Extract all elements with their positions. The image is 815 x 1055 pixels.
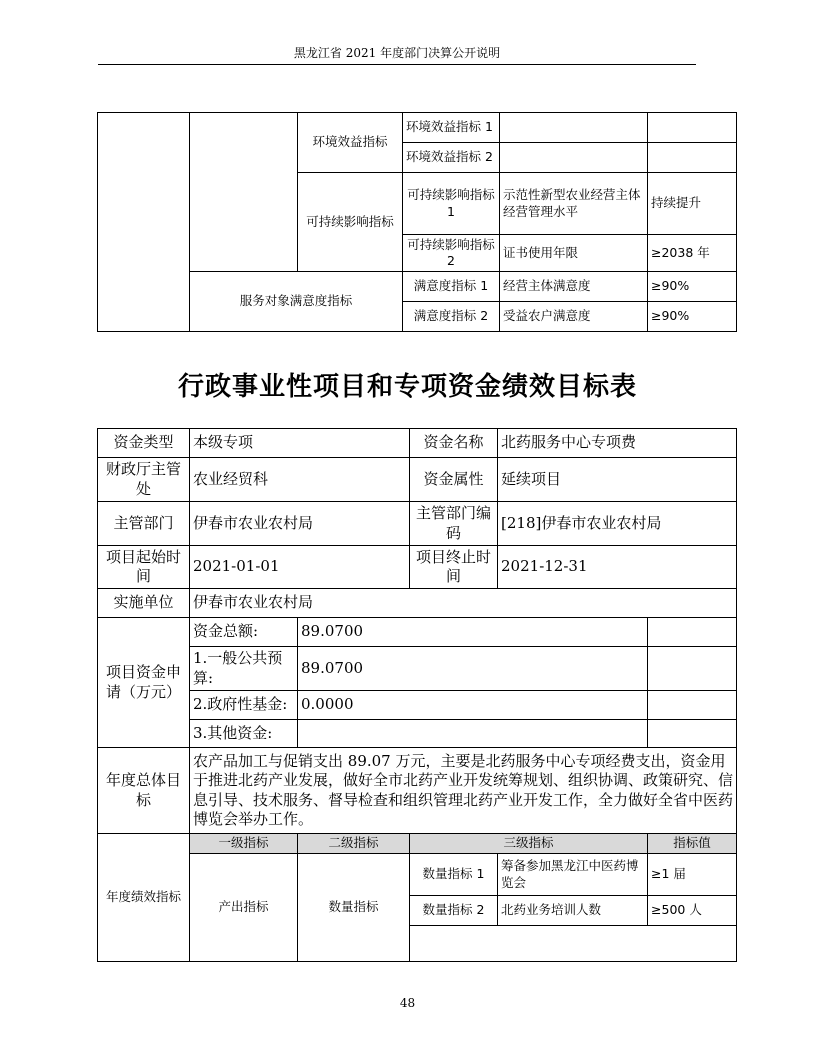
finance-dept-label: 财政厅主管处 [98, 458, 190, 502]
sat-indicator-2-name: 受益农户满意度 [500, 302, 648, 332]
blank-cell [648, 720, 737, 748]
gov-label: 2.政府性基金: [190, 691, 298, 720]
col-header-l1: 一级指标 [190, 834, 298, 854]
goal-label: 年度总体目标 [98, 748, 190, 834]
col-header-l2: 二级指标 [298, 834, 410, 854]
total-label: 资金总额: [190, 618, 298, 647]
dept-code-label: 主管部门编码 [410, 502, 498, 546]
other-label: 3.其他资金: [190, 720, 298, 748]
unit-label: 实施单位 [98, 589, 190, 618]
sus-indicator-2-value: ≥2038 年 [648, 235, 737, 272]
env-tier2: 环境效益指标 [298, 113, 403, 173]
blank-cell [190, 113, 298, 272]
col-header-l3: 三级指标 [410, 834, 648, 854]
sus-indicator-1-value: 持续提升 [648, 173, 737, 235]
performance-target-table [97, 428, 737, 962]
total-value: 89.0700 [298, 618, 648, 647]
general-label: 1.一般公共预算: [190, 647, 298, 691]
sat-indicator-1-value: ≥90% [648, 272, 737, 302]
blank-cell [500, 143, 648, 173]
output-l1: 产出指标 [190, 854, 298, 962]
sus-indicator-1: 可持续影响指标 1 [403, 173, 500, 235]
sat-indicator-1-name: 经营主体满意度 [500, 272, 648, 302]
header-rule [98, 64, 696, 65]
page-header: 黑龙江省 2021 年度部门决算公开说明 [293, 46, 501, 60]
apply-label: 项目资金申请（万元） [98, 618, 190, 748]
fund-type-label: 资金类型 [98, 429, 190, 458]
sus-indicator-2-name: 证书使用年限 [500, 235, 648, 272]
blank-cell [648, 143, 737, 173]
blank-cell [648, 647, 737, 691]
finance-dept-value: 农业经贸科 [190, 458, 410, 502]
blank-cell [648, 691, 737, 720]
fund-name-value: 北药服务中心专项费 [498, 429, 737, 458]
qty-indicator-2-name: 北药业务培训人数 [498, 896, 648, 926]
dept-value: 伊春市农业农村局 [190, 502, 410, 546]
blank-cell [648, 113, 737, 143]
unit-value: 伊春市农业农村局 [190, 589, 737, 618]
sat-indicator-2: 满意度指标 2 [403, 302, 500, 332]
fund-attr-value: 延续项目 [498, 458, 737, 502]
end-label: 项目终止时间 [410, 546, 498, 589]
col-header-value: 指标值 [648, 834, 737, 854]
sat-indicator-1: 满意度指标 1 [403, 272, 500, 302]
qty-indicator-1-value: ≥1 届 [648, 854, 737, 896]
fund-attr-label: 资金属性 [410, 458, 498, 502]
qty-indicator-2-value: ≥500 人 [648, 896, 737, 926]
goal-text: 农产品加工与促销支出 89.07 万元，主要是北药服务中心专项经费支出，资金用于推进北药产业发展，做好全市北药产业开发统筹规划、组织协调、政策研究、信息引导、技术服务、督导检查和组织管理北药产业开发工作，全力做好全省中医药博览会举办工作。 [190, 748, 737, 834]
end-value: 2021-12-31 [498, 546, 737, 589]
perf-label: 年度绩效指标 [98, 834, 190, 962]
sus-indicator-2: 可持续影响指标 2 [403, 235, 500, 272]
other-value [298, 720, 648, 748]
sus-tier2: 可持续影响指标 [298, 173, 403, 272]
qty-indicator-1: 数量指标 1 [410, 854, 498, 896]
env-indicator-1: 环境效益指标 1 [403, 113, 500, 143]
page-title: 行政事业性项目和专项资金绩效目标表 [177, 372, 637, 402]
dept-code-value: [218]伊春市农业农村局 [498, 502, 737, 546]
fund-name-label: 资金名称 [410, 429, 498, 458]
blank-cell [500, 113, 648, 143]
dept-label: 主管部门 [98, 502, 190, 546]
general-value: 89.0700 [298, 647, 648, 691]
fund-type-value: 本级专项 [190, 429, 410, 458]
env-indicator-2: 环境效益指标 2 [403, 143, 500, 173]
sat-indicator-2-value: ≥90% [648, 302, 737, 332]
start-value: 2021-01-01 [190, 546, 410, 589]
blank-cell [648, 618, 737, 647]
blank-cell [410, 926, 737, 962]
satisfaction-tier: 服务对象满意度指标 [190, 272, 403, 332]
page-number: 48 [399, 996, 416, 1010]
gov-value: 0.0000 [298, 691, 648, 720]
sus-indicator-1-name: 示范性新型农业经营主体经营管理水平 [500, 173, 648, 235]
top-indicator-table [97, 112, 737, 332]
qty-indicator-1-name: 筹备参加黑龙江中医药博览会 [498, 854, 648, 896]
blank-cell [98, 113, 190, 332]
start-label: 项目起始时间 [98, 546, 190, 589]
qty-indicator-2: 数量指标 2 [410, 896, 498, 926]
qty-l2: 数量指标 [298, 854, 410, 962]
